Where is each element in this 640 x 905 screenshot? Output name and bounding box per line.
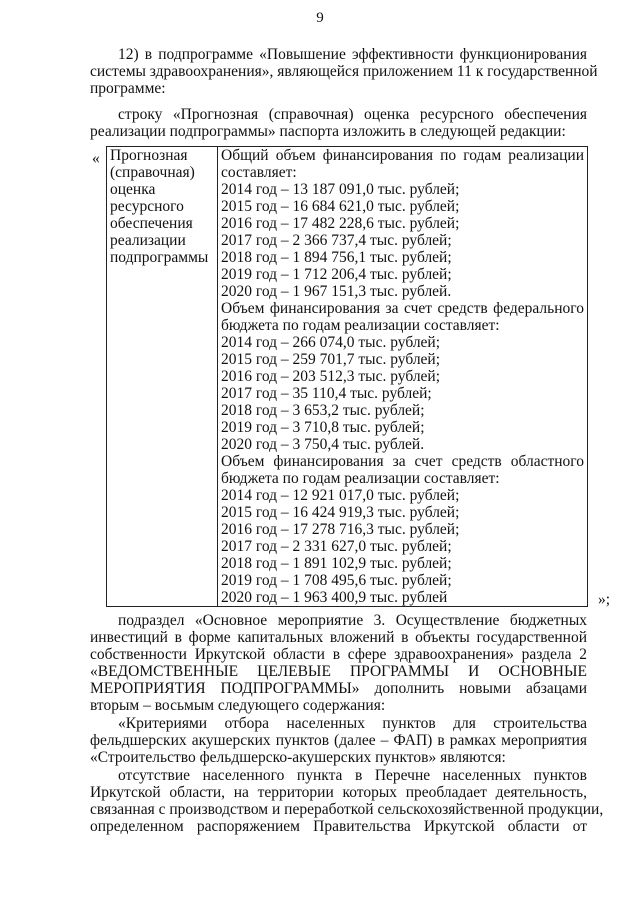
regional-year-line: 2017 год – 2 331 627,0 тыс. рублей;: [221, 538, 452, 555]
federal-heading: Объем финансирования за счет средств федерального: [221, 300, 584, 317]
row-name-line: Прогнозная: [110, 147, 188, 164]
total-year-line: 2016 год – 17 482 228,6 тыс. рублей;: [221, 215, 460, 232]
text-line: 12) в подпрограмме «Повышение эффективности функционирования: [118, 46, 587, 63]
row-name-line: ресурсного: [110, 198, 184, 215]
row-name-cell: [107, 147, 218, 607]
federal-year-line: 2014 год – 266 074,0 тыс. рублей;: [221, 334, 441, 351]
total-year-line: 2019 год – 1 712 206,4 тыс. рублей;: [221, 266, 452, 283]
federal-year-line: 2017 год – 35 110,4 тыс. рублей;: [221, 385, 432, 402]
total-heading: составляет:: [221, 164, 297, 181]
federal-year-line: 2018 год – 3 653,2 тыс. рублей;: [221, 402, 425, 419]
total-year-line: 2017 год – 2 366 737,4 тыс. рублей;: [221, 232, 452, 249]
total-year-line: 2014 год – 13 187 091,0 тыс. рублей;: [221, 181, 460, 198]
regional-year-line: 2020 год – 1 963 400,9 тыс. рублей: [221, 589, 448, 606]
funding-value-cell: [218, 147, 588, 607]
total-year-line: 2018 год – 1 894 756,1 тыс. рублей;: [221, 249, 452, 266]
row-name-line: обеспечения: [110, 215, 193, 232]
text-line: «Критериями отбора населенных пунктов для строительства: [118, 715, 587, 732]
text-line: Иркутской области, на территории которых преобладает деятельность,: [90, 784, 587, 801]
total-year-line: 2020 год – 1 967 151,3 тыс. рублей.: [221, 283, 452, 300]
text-line: программе:: [90, 80, 166, 97]
row-name-line: (справочная): [110, 164, 195, 181]
text-line: связанная с производством и переработкой сельскохозяйственной продукции,: [90, 801, 604, 818]
page-number: 9: [316, 10, 324, 26]
criteria-paragraph: [90, 715, 587, 766]
regional-year-line: 2014 год – 12 921 017,0 тыс. рублей;: [221, 487, 460, 504]
federal-heading: бюджета по годам реализации составляет:: [221, 317, 500, 334]
text-line: отсутствие населенного пункта в Перечне населенных пунктов: [118, 767, 587, 784]
text-line: строку «Прогнозная (справочная) оценка ресурсного обеспечения: [118, 106, 587, 123]
row-name-line: оценка: [110, 181, 156, 198]
text-line: подраздел «Основное мероприятие 3. Осуществление бюджетных: [118, 612, 587, 629]
text-line: МЕРОПРИЯТИЯ ПОДПРОГРАММЫ» дополнить новыми абзацами: [90, 680, 587, 697]
regional-year-line: 2015 год – 16 424 919,3 тыс. рублей;: [221, 504, 460, 521]
row-name-line: реализации: [110, 232, 186, 249]
opening-quote: «: [92, 150, 100, 167]
federal-year-line: 2020 год – 3 750,4 тыс. рублей.: [221, 436, 425, 453]
closing-quote: »;: [598, 591, 611, 608]
item-12-paragraph: [90, 46, 598, 97]
federal-year-line: 2015 год – 259 701,7 тыс. рублей;: [221, 351, 441, 368]
total-year-line: 2015 год – 16 684 621,0 тыс. рублей;: [221, 198, 460, 215]
text-line: реализации подпрограммы» паспорта изложить в следующей редакции:: [90, 123, 566, 140]
text-line: системы здравоохранения», являющейся приложением 11 к государственной: [90, 63, 598, 80]
text-line: инвестиций в форме капитальных вложений в объекты государственной: [90, 629, 587, 646]
row-name-line: подпрограммы: [110, 249, 209, 266]
text-line: собственности Иркутской области в сфере здравоохранения» раздела 2: [90, 646, 587, 663]
regional-year-line: 2019 год – 1 708 495,6 тыс. рублей;: [221, 572, 452, 589]
text-line: вторым – восьмым следующего содержания:: [90, 697, 386, 714]
federal-year-line: 2019 год – 3 710,8 тыс. рублей;: [221, 419, 425, 436]
total-heading: Общий объем финансирования по годам реализации: [221, 147, 584, 164]
row-replacement-paragraph: [90, 106, 587, 140]
regional-year-line: 2016 год – 17 278 716,3 тыс. рублей;: [221, 521, 460, 538]
subsection-paragraph: [90, 612, 587, 714]
passport-table: [106, 146, 588, 607]
text-line: фельдшерских акушерских пунктов (далее – ФАП) в рамках мероприятия: [90, 732, 587, 749]
regional-heading: бюджета по годам реализации составляет:: [221, 470, 500, 487]
text-line: «ВЕДОМСТВЕННЫЕ ЦЕЛЕВЫЕ ПРОГРАММЫ И ОСНОВНЫЕ: [90, 663, 587, 680]
text-line: «Строительство фельдшерско-акушерских пунктов» являются:: [90, 749, 506, 766]
text-line: определенном распоряжением Правительства Иркутской области от: [90, 818, 587, 835]
table-row: [107, 147, 588, 607]
regional-heading: Объем финансирования за счет средств областного: [221, 453, 584, 470]
regional-year-line: 2018 год – 1 891 102,9 тыс. рублей;: [221, 555, 452, 572]
federal-year-line: 2016 год – 203 512,3 тыс. рублей;: [221, 368, 441, 385]
absence-paragraph: [90, 767, 604, 835]
